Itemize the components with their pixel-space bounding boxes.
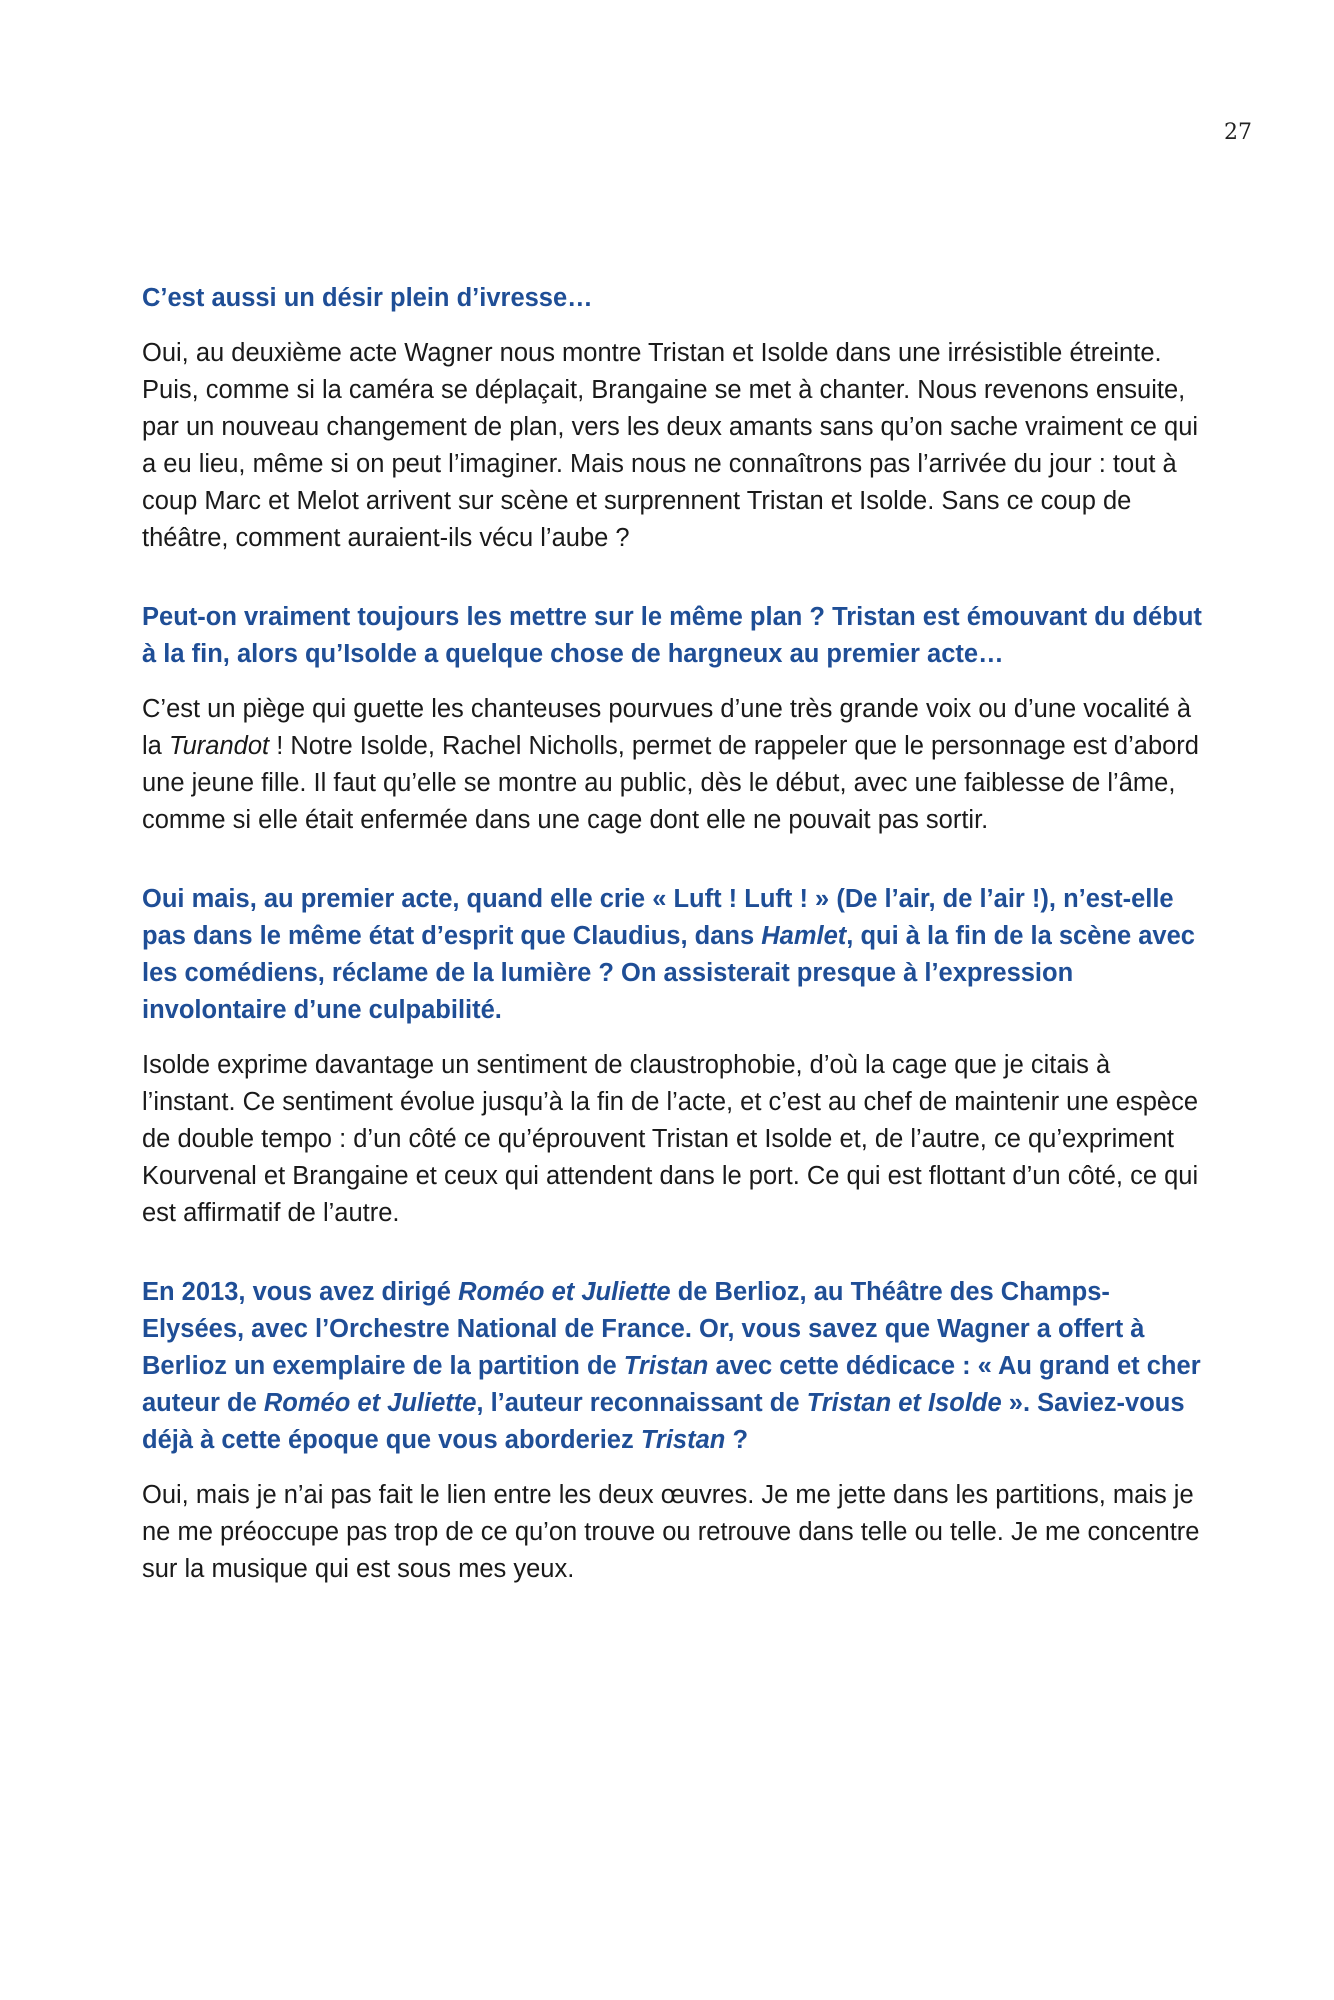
answer-2-text-a: C’est un piège qui guette les chanteuses pourvues d’une très grande voix ou d’une vocalité à la xyxy=(142,695,1192,760)
page-number: 27 xyxy=(1224,120,1252,145)
question-4-text-f: ? xyxy=(725,1426,749,1454)
question-4-text-e: ». Saviez-vous déjà à cette époque que vous aborderiez xyxy=(142,1389,1185,1454)
question-4-text-a: En 2013, vous avez dirigé xyxy=(142,1278,459,1306)
question-3-text-b: , qui à la fin de la scène avec les comédiens, réclame de la lumière ? On assisterait presque à l’expression involontaire d’une culpabilité. xyxy=(142,922,1195,1024)
answer-3: Isolde exprime davantage un sentiment de claustrophobie, d’où la cage que je citais à l’instant. Ce sentiment évolue jusqu’à la fin de l’acte, et c’est au chef de maintenir une espèce de double tempo : d’un côté ce qu’éprouvent Tristan et Isolde et, de l’autre, ce qu’expriment Kourvenal et Brangaine et ceux qui attendent dans le port. Ce qui est flottant d’un côté, ce qui est affirmatif de l’autre. xyxy=(142,1051,1199,1227)
question-4-text-c: avec cette dédicace : « Au grand et cher auteur de xyxy=(142,1352,1201,1417)
question-4 xyxy=(142,1274,1202,1459)
question-4-text-b: de Berlioz, au Théâtre des Champs-Elysées, avec l’Orchestre National de France. Or, vous savez que Wagner a offert à Berlioz un exemplaire de la partition de xyxy=(142,1278,1145,1380)
question-4-title-tristan: Tristan xyxy=(623,1352,709,1380)
question-4-title-romeo: Roméo et Juliette xyxy=(458,1278,671,1306)
answer-4: Oui, mais je n’ai pas fait le lien entre les deux œuvres. Je me jette dans les partitions, mais je ne me préoccupe pas trop de ce qu’on trouve ou retrouve dans telle ou telle. Je me concentre sur la musique qui est sous mes yeux. xyxy=(142,1481,1200,1583)
question-2: Peut-on vraiment toujours les mettre sur le même plan ? Tristan est émouvant du début à la fin, alors qu’Isolde a quelque chose de hargneux au premier acte… xyxy=(142,603,1202,668)
answer-2-title-turandot: Turandot xyxy=(168,732,270,760)
question-3-text-a: Oui mais, au premier acte, quand elle crie « Luft ! Luft ! » (De l’air, de l’air !), n’est-elle pas dans le même état d’esprit que Claudius, dans xyxy=(142,885,1174,950)
question-4-title-tristan-isolde: Tristan et Isolde xyxy=(806,1389,1002,1417)
question-4-text-d: , l’auteur reconnaissant de xyxy=(476,1389,807,1417)
answer-1: Oui, au deuxième acte Wagner nous montre Tristan et Isolde dans une irrésistible étreinte. Puis, comme si la caméra se déplaçait, Brangaine se met à chanter. Nous revenons ensuite, par un nouveau changement de plan, vers les deux amants sans qu’on sache vraiment ce qui a eu lieu, même si on peut l’imaginer. Mais nous ne connaîtrons pas l’arrivée du jour : tout à coup Marc et Melot arrivent sur scène et surprennent Tristan et Isolde. Sans ce coup de théâtre, comment auraient-ils vécu l’aube ? xyxy=(142,339,1199,552)
question-4-title-tristan-2: Tristan xyxy=(640,1426,726,1454)
answer-2-text-b: ! Notre Isolde, Rachel Nicholls, permet de rappeler que le personnage est d’abord une jeune fille. Il faut qu’elle se montre au public, dès le début, avec une faiblesse de l’âme, comme si elle était enfermée dans une cage dont elle ne pouvait pas sortir. xyxy=(142,732,1199,834)
question-4-title-romeo-2: Roméo et Juliette xyxy=(263,1389,477,1417)
answer-2 xyxy=(142,691,1202,839)
question-3 xyxy=(142,881,1202,1029)
interview-body xyxy=(142,280,1202,1630)
question-3-title-hamlet: Hamlet xyxy=(761,922,847,950)
question-1: C’est aussi un désir plein d’ivresse… xyxy=(142,284,593,312)
